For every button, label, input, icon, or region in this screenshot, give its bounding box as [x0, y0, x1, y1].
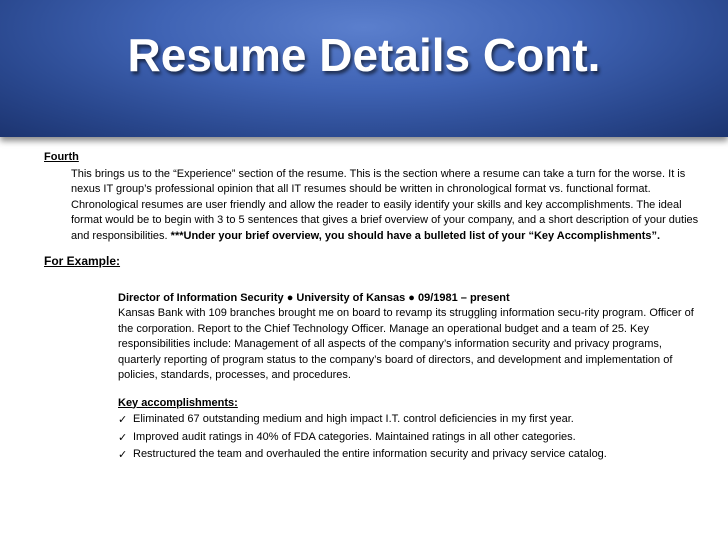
title-banner	[0, 0, 728, 137]
accomplishment-text: Eliminated 67 outstanding medium and high impact I.T. control deficiencies in my first year.	[133, 413, 574, 425]
check-icon: ✓	[118, 430, 128, 444]
slide-title: Resume Details Cont.	[127, 29, 601, 81]
accomplishment-text: Restructured the team and overhauled the entire information security and privacy service catalog.	[133, 448, 607, 460]
list-item	[118, 430, 704, 446]
list-item	[118, 447, 704, 463]
paragraph-text: This brings us to the “Experience” section of the resume. This is the section where a resume can take a turn for the worse. It is nexus IT group’s professional opinion that all IT resumes should be written in chronological format vs. functional format. Chronological resumes are user friendly and allow the reader to easily identify your skills and key accomplishments. The ideal format would be to begin with 3 to 5 sentences that gives a brief overview of your company, and a short description of your duties and responsibilities.	[71, 167, 699, 242]
accomplishments-heading: Key accomplishments:	[118, 396, 238, 409]
section-heading: Fourth	[44, 151, 79, 163]
check-icon: ✓	[118, 448, 128, 461]
list-item	[118, 412, 704, 428]
job-description: Kansas Bank with 109 branches brought me on board to revamp its struggling information secu-rity program. Officer of the corporation. Report to the Chief Technology Officer. Manage an operational budget and a team of 25. Key responsibilities include: Management of all aspects of the company’s information security and privacy programs, quarterly reporting of program status to the company’s board of directors, and development and implementation of policies, standards, processes, and procedures.	[118, 307, 694, 381]
slide-content	[44, 150, 704, 465]
paragraph-bold-text: ***Under your brief overview, you should have a bulleted list of your “Key Accomplishments”.	[170, 229, 661, 242]
job-title: Director of Information Security ● University of Kansas ● 09/1981 – present	[118, 291, 510, 304]
accomplishment-text: Improved audit ratings in 40% of FDA categories. Maintained ratings in all other categories.	[133, 430, 576, 443]
section-paragraph	[71, 167, 704, 245]
accomplishments-list	[118, 412, 704, 463]
example-heading: For Example:	[44, 254, 121, 268]
check-icon: ✓	[118, 413, 128, 426]
job-entry	[118, 291, 704, 463]
